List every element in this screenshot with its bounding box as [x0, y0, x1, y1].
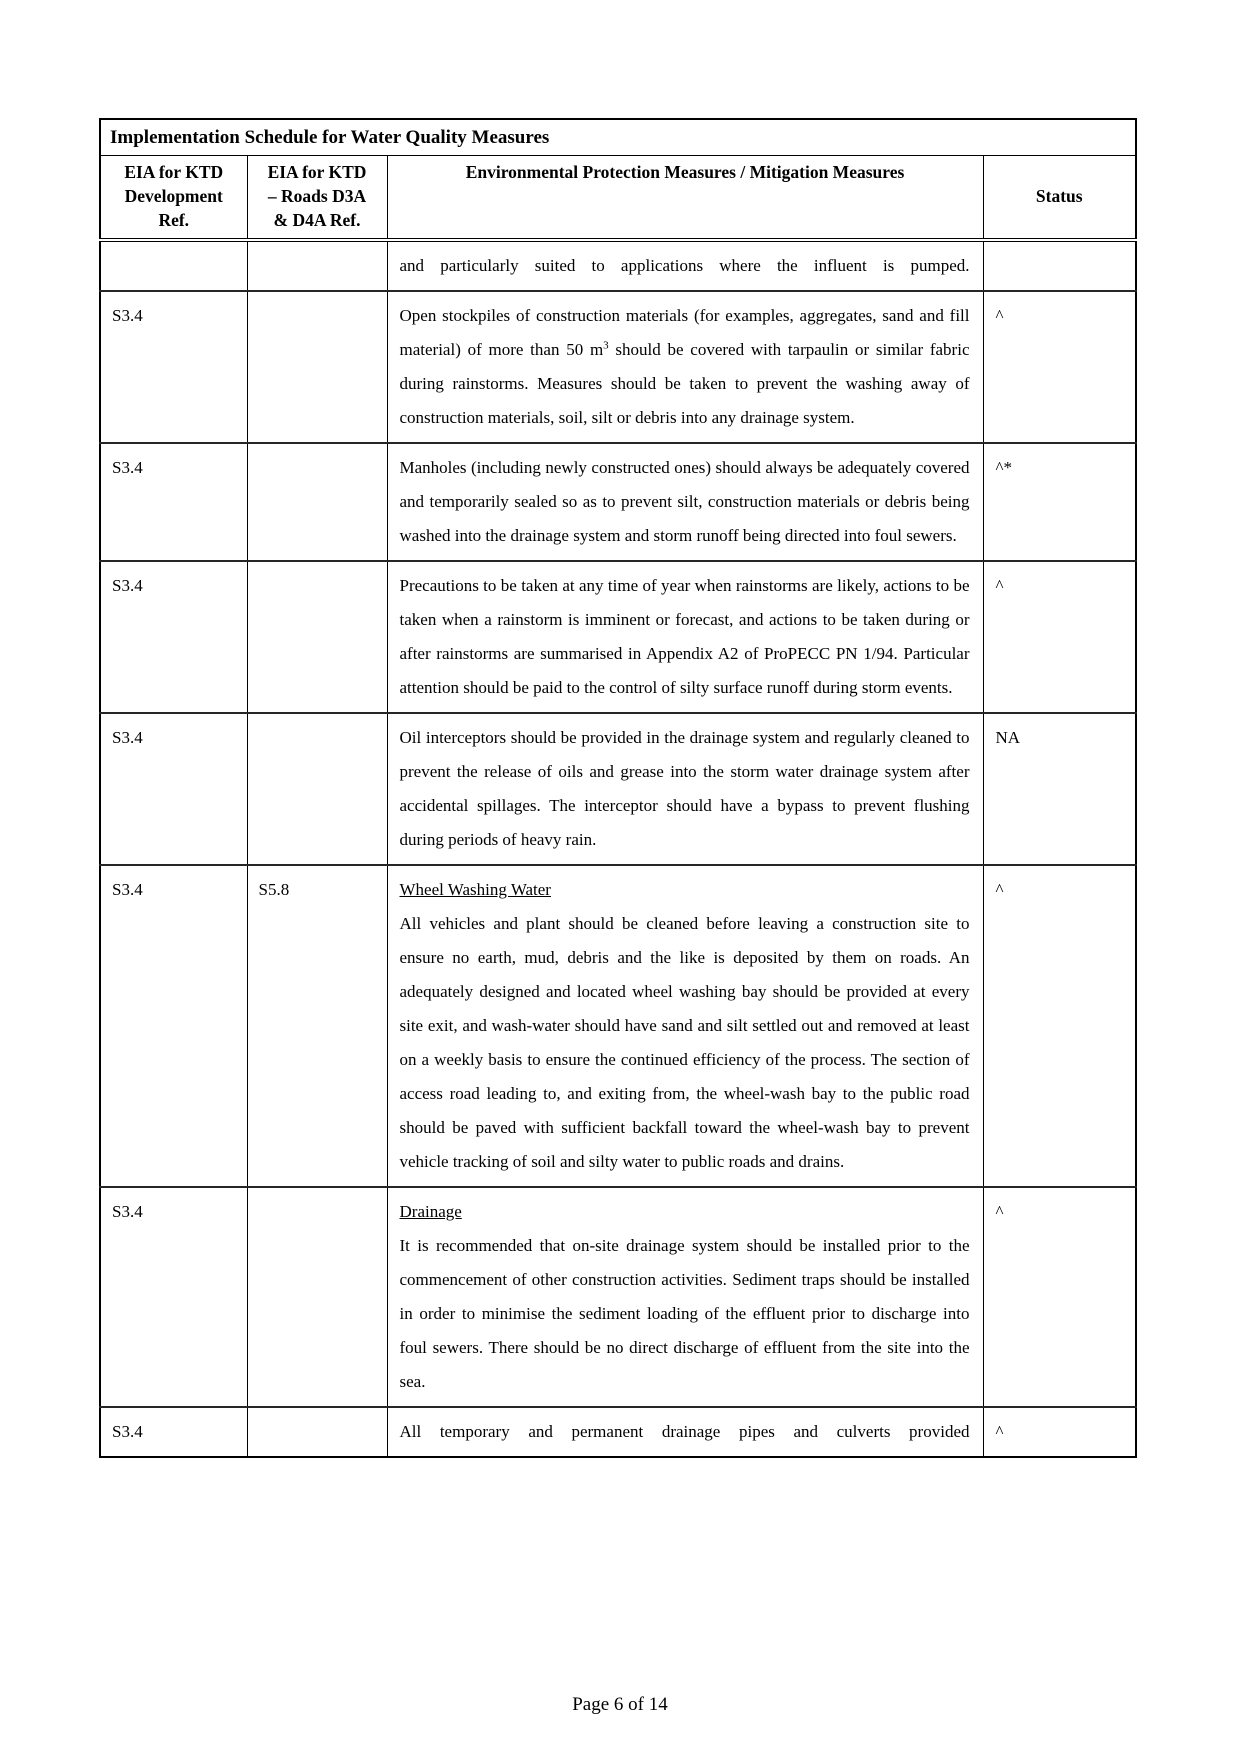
table-header-row: [100, 156, 1136, 241]
page-number: Page 6 of 14: [572, 1694, 668, 1715]
header-line: Ref.: [158, 210, 190, 230]
measures-table-body: [100, 240, 1136, 1457]
table-row: [100, 1407, 1136, 1457]
measure-cell: [387, 865, 983, 1187]
implementation-schedule-table: [99, 118, 1137, 1458]
table-row: [100, 240, 1136, 291]
header-status: Status: [983, 156, 1136, 241]
status-cell: ^: [983, 1407, 1136, 1457]
roads-ref-cell: [247, 713, 387, 865]
measure-cell: [387, 291, 983, 443]
roads-ref-cell: [247, 561, 387, 713]
header-line: & D4A Ref.: [273, 210, 361, 230]
measure-cell: [387, 561, 983, 713]
table-row: [100, 713, 1136, 865]
measure-cell: [387, 1407, 983, 1457]
measure-paragraph: and particularly suited to applications where the influent is pumped.: [399, 256, 970, 275]
measure-paragraph: All temporary and permanent drainage pipes and culverts provided: [399, 1422, 970, 1441]
ktd-ref-cell: [100, 240, 247, 291]
table-row: [100, 1187, 1136, 1407]
measure-heading: Drainage: [399, 1202, 462, 1221]
roads-ref-cell: [247, 240, 387, 291]
ktd-ref-cell: S3.4: [100, 561, 247, 713]
status-cell: NA: [983, 713, 1136, 865]
ktd-ref-cell: S3.4: [100, 1407, 247, 1457]
header-line: EIA for KTD: [267, 162, 367, 182]
ktd-ref-cell: S3.4: [100, 713, 247, 865]
header-line: Development: [124, 186, 223, 206]
roads-ref-cell: [247, 1407, 387, 1457]
status-cell: ^: [983, 291, 1136, 443]
table-title: Implementation Schedule for Water Quality Measures: [100, 119, 1136, 156]
measure-paragraph: Precautions to be taken at any time of year when rainstorms are likely, actions to be taken when a rainstorm is imminent or forecast, and actions to be taken during or after rainstorms are summarised in Appendix A2 of ProPECC PN 1/94. Particular attention should be paid to the control of silty surface runoff during storm events.: [399, 576, 970, 697]
ktd-ref-cell: S3.4: [100, 443, 247, 561]
roads-ref-cell: [247, 443, 387, 561]
table-row: [100, 291, 1136, 443]
measure-cell: [387, 713, 983, 865]
table-row: [100, 443, 1136, 561]
measure-paragraph: All vehicles and plant should be cleaned before leaving a construction site to ensure no earth, mud, debris and the like is deposited by them on roads. An adequately designed and located wheel washing bay should be provided at every site exit, and wash-water should have sand and silt settled out and removed at least on a weekly basis to ensure the continued efficiency of the process. The section of access road leading to, and exiting from, the wheel-wash bay to the public road should be paved with sufficient backfall toward the wheel-wash bay to prevent vehicle tracking of soil and silty water to public roads and drains.: [399, 914, 970, 1171]
status-cell: ^: [983, 865, 1136, 1187]
measure-paragraph: Open stockpiles of construction materials (for examples, aggregates, sand and fill material) of more than 50 $m^3$ should be covered with tarpaulin or similar fabric during rainstorms. Measures should be taken to prevent the washing away of construction materials, soil, silt or debris into any drainage system.: [399, 306, 970, 427]
header-line: EIA for KTD: [124, 162, 224, 182]
header-roads-ref: [247, 156, 387, 241]
measure-paragraph: Manholes (including newly constructed ones) should always be adequately covered and temporarily sealed so as to prevent silt, construction materials or debris being washed into the drainage system and storm runoff being directed into foul sewers.: [399, 458, 970, 545]
roads-ref-cell: [247, 1187, 387, 1407]
ktd-ref-cell: S3.4: [100, 865, 247, 1187]
measure-heading: Wheel Washing Water: [399, 880, 551, 899]
ktd-ref-cell: S3.4: [100, 1187, 247, 1407]
measure-paragraph: It is recommended that on-site drainage system should be installed prior to the commencement of other construction activities. Sediment traps should be installed in order to minimise the sediment loading of the effluent prior to discharge into foul sewers. There should be no direct discharge of effluent from the site into the sea.: [399, 1236, 970, 1391]
status-cell: [983, 240, 1136, 291]
status-cell: ^*: [983, 443, 1136, 561]
measure-paragraph: Oil interceptors should be provided in the drainage system and regularly cleaned to prevent the release of oils and grease into the storm water drainage system after accidental spillages. The interceptor should have a bypass to prevent flushing during periods of heavy rain.: [399, 728, 970, 849]
table-row: [100, 865, 1136, 1187]
roads-ref-cell: S5.8: [247, 865, 387, 1187]
measure-cell: [387, 443, 983, 561]
table-row: [100, 561, 1136, 713]
measure-cell: [387, 240, 983, 291]
header-measures: Environmental Protection Measures / Mitigation Measures: [387, 156, 983, 241]
table-title-row: [100, 119, 1136, 156]
status-cell: ^: [983, 1187, 1136, 1407]
roads-ref-cell: [247, 291, 387, 443]
header-ktd-ref: [100, 156, 247, 241]
ktd-ref-cell: S3.4: [100, 291, 247, 443]
header-line: – Roads D3A: [267, 186, 367, 206]
status-cell: ^: [983, 561, 1136, 713]
measure-cell: [387, 1187, 983, 1407]
